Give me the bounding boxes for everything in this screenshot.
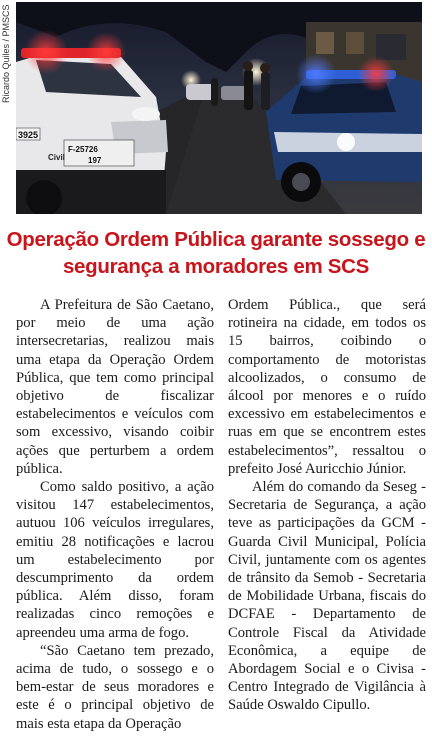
paragraph-quote-start: “São Caetano tem prezado, acima de tudo, o sossego e o bem-estar de seus moradores e este é o principal objetivo de mais esta etapa da Operação	[16, 642, 214, 732]
article-headline: Operação Ordem Pública garante sossego e segurança a moradores em SCS	[6, 228, 426, 278]
paragraph-intro: A Prefeitura de São Caetano, por meio de uma ação intersecretarias, realizou mais uma etapa da Operação Ordem Pública, que tem como principal objetivo de fiscalizar estabelecimentos e veículos com som excessivo, visando coibir ações que perturbem a ordem pública.	[16, 297, 214, 477]
left-door-text: Civil	[48, 153, 65, 162]
left-plate-bottom: F-25726	[68, 145, 98, 154]
paragraph-results: Como saldo positivo, a ação visitou 147 estabelecimentos, autuou 106 veículos irregulares, emitiu 28 notificações e lacrou um estabelecimento por descumprimento da ordem pública. Além disso, foram realizadas cinco remoções e apreendeu uma arma de fogo.	[16, 479, 214, 641]
article-column-2	[228, 296, 426, 748]
photo-credit: Ricardo Quiles / PMSCS	[1, 4, 11, 103]
article-body	[16, 296, 426, 748]
left-plate-top: 3925	[18, 130, 39, 140]
left-unit-number: 197	[88, 156, 102, 165]
night-police-operation-photo	[16, 2, 422, 214]
paragraph-participants: Além do comando da Seseg - Secretaria de Segurança, a ação teve as participações da GCM - Guarda Civil Municipal, Polícia Civil, juntamente com os agentes de trânsito da Semob - Secretaria de Mobilidade Urbana, fiscais do DCFAE - Departamento de Controle Fiscal da Atividade Econômica, a equipe de Abordagem Social e o Civisa - Centro Integrado de Vigilância à Saúde Oswaldo Cipullo.	[228, 479, 426, 714]
article-column-1	[16, 296, 214, 748]
paragraph-quote-continued: Ordem Pública., que será rotineira na cidade, em todos os 15 bairros, coibindo o comportamento de motoristas alcoolizados, o consumo de álcool por menores e o ruído excessivo em estabelecimentos e ruas em que se encontrem estes estabelecimentos”, ressaltou o prefeito José Auricchio Júnior.	[228, 297, 426, 477]
article-photo	[16, 2, 422, 214]
